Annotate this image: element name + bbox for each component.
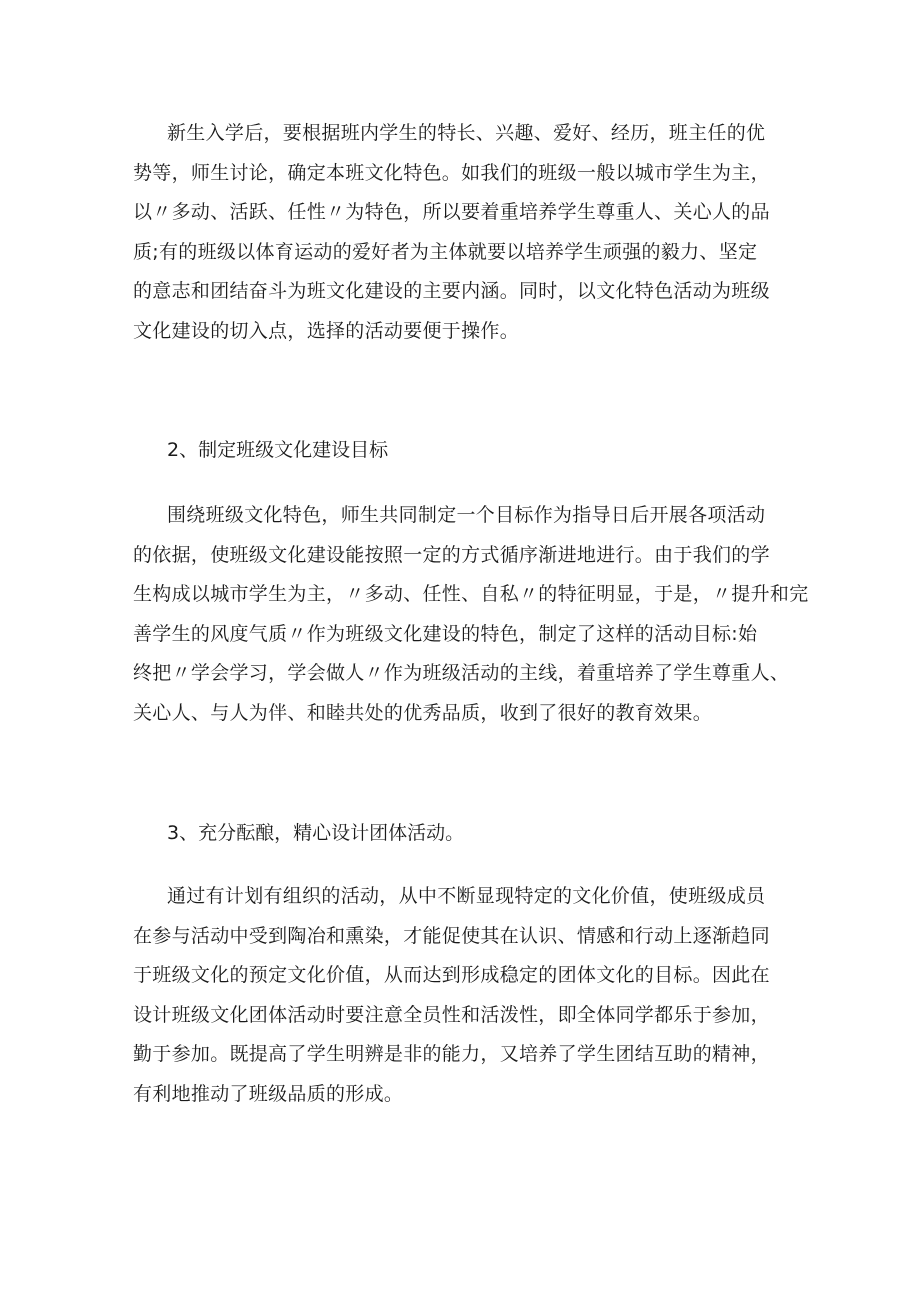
paragraph-line: 关心人、与人为伴、和睦共处的优秀品质，收到了很好的教育效果。: [133, 701, 713, 724]
paragraph-line: 以〃多动、活跃、任性〃为特色，所以要着重培养学生尊重人、关心人的品: [133, 201, 770, 223]
paragraph-line: 势等，师生讨论，确定本班文化特色。如我们的班级一般以城市学生为主，: [133, 161, 770, 184]
paragraph-line: 在参与活动中受到陶冶和熏染，才能促使其在认识、情感和行动上逐渐趋同: [133, 924, 770, 947]
paragraph-line: 的意志和团结奋斗为班文化建设的主要内涵。同时，以文化特色活动为班级: [133, 280, 770, 302]
paragraph-activities: [133, 877, 793, 1114]
paragraph-line: 终把〃学会学习，学会做人〃作为班级活动的主线，着重培养了学生尊重人、: [133, 662, 790, 684]
paragraph-line: 的依据，使班级文化建设能按照一定的方式循序渐进地进行。由于我们的学: [133, 543, 770, 566]
paragraph-line: 通过有计划有组织的活动，从中不断显现特定的文化价值，使班级成员: [167, 885, 766, 907]
paragraph-line: 勤于参加。既提高了学生明辨是非的能力，又培养了学生团结互助的精神，: [133, 1043, 770, 1065]
paragraph-goals: [133, 496, 809, 733]
paragraph-line: 质;有的班级以体育运动的爱好者为主体就要以培养学生顽强的毅力、坚定: [133, 240, 758, 263]
paragraph-line: 生构成以城市学生为主，〃多动、任性、自私〃的特征明显，于是，〃提升和完: [133, 583, 809, 605]
paragraph-line: 文化建设的切入点，选择的活动要便于操作。: [133, 319, 520, 342]
paragraph-line: 设计班级文化团体活动时要注意全员性和活泼性，即全体同学都乐于参加，: [133, 1003, 770, 1026]
paragraph-characteristics: [133, 114, 793, 351]
section-heading-3: 3、充分酝酿，精心设计团体活动。: [167, 822, 465, 844]
paragraph-line: 围绕班级文化特色，师生共同制定一个目标作为指导日后开展各项活动: [167, 504, 766, 526]
paragraph-line: 于班级文化的预定文化价值，从而达到形成稳定的团体文化的目标。因此在: [133, 964, 770, 986]
paragraph-line: 新生入学后，要根据班内学生的特长、兴趣、爱好、经历，班主任的优: [167, 122, 766, 144]
paragraph-line: 善学生的风度气质〃作为班级文化建设的特色，制定了这样的活动目标:始: [133, 622, 758, 645]
section-heading-2: 2、制定班级文化建设目标: [167, 439, 389, 461]
paragraph-line: 有利地推动了班级品质的形成。: [133, 1082, 404, 1105]
